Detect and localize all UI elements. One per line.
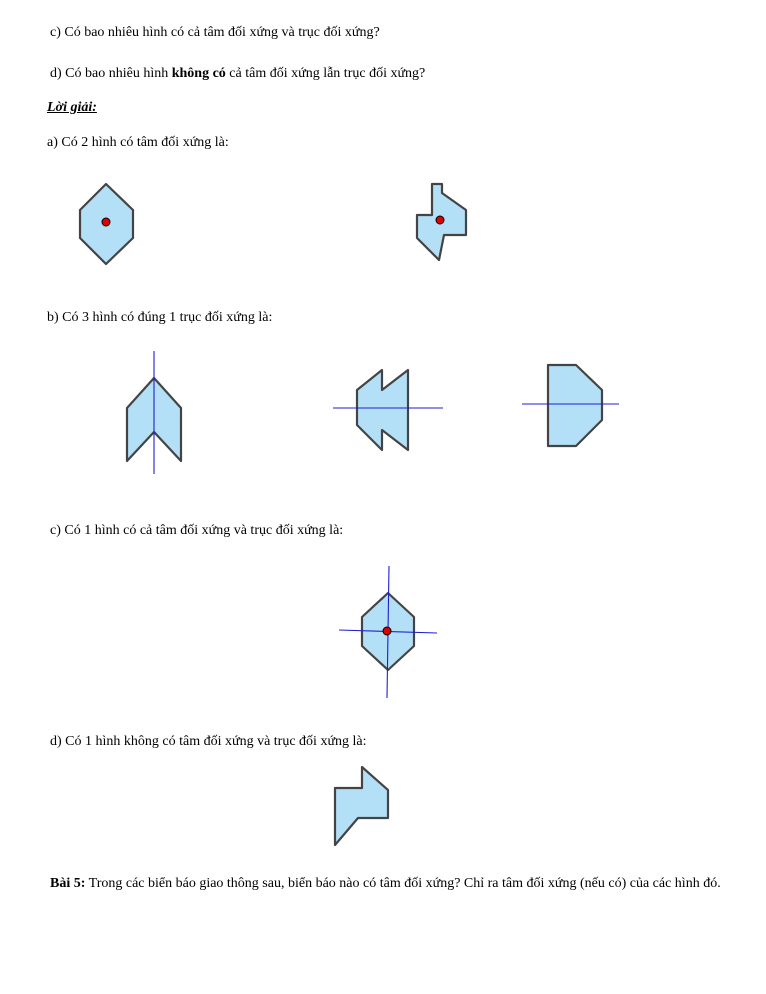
solution-c: c) Có 1 hình có cả tâm đối xứng và trục đối xứng là: <box>50 523 344 538</box>
solution-b: b) Có 3 hình có đúng 1 trục đối xứng là: <box>47 310 273 325</box>
solution-a: a) Có 2 hình có tâm đối xứng là: <box>47 135 229 150</box>
solution-heading: Lời giải: <box>47 100 97 115</box>
question-d-suffix: cả tâm đối xứng lẫn trục đối xứng? <box>225 66 426 81</box>
figure-c-hexagon <box>339 566 437 698</box>
symmetry-center-point <box>383 627 391 635</box>
symmetry-center-point <box>436 216 444 224</box>
question-c: c) Có bao nhiêu hình có cả tâm đối xứng và trục đối xứng? <box>50 25 380 40</box>
figure-b1-chevron <box>127 351 181 474</box>
figure-b3-shape <box>522 365 619 446</box>
symmetry-center-point <box>102 218 110 226</box>
question-d-prefix: d) Có bao nhiêu hình <box>50 66 172 81</box>
question-d-bold: không có <box>171 66 226 81</box>
figure-a1-hexagon <box>80 184 133 264</box>
figure-d-shape <box>335 767 388 845</box>
figure-b2-double-arrow <box>333 370 443 450</box>
exercise-5-text: Trong các biển báo giao thông sau, biển báo nào có tâm đối xứng? Chỉ ra tâm đối xứng (nếu có) của các hình đó. <box>85 876 721 891</box>
solution-d: d) Có 1 hình không có tâm đối xứng và trục đối xứng là: <box>50 734 367 749</box>
figure-a2-shape <box>417 184 466 260</box>
exercise-5-label: Bài 5: <box>50 876 86 891</box>
